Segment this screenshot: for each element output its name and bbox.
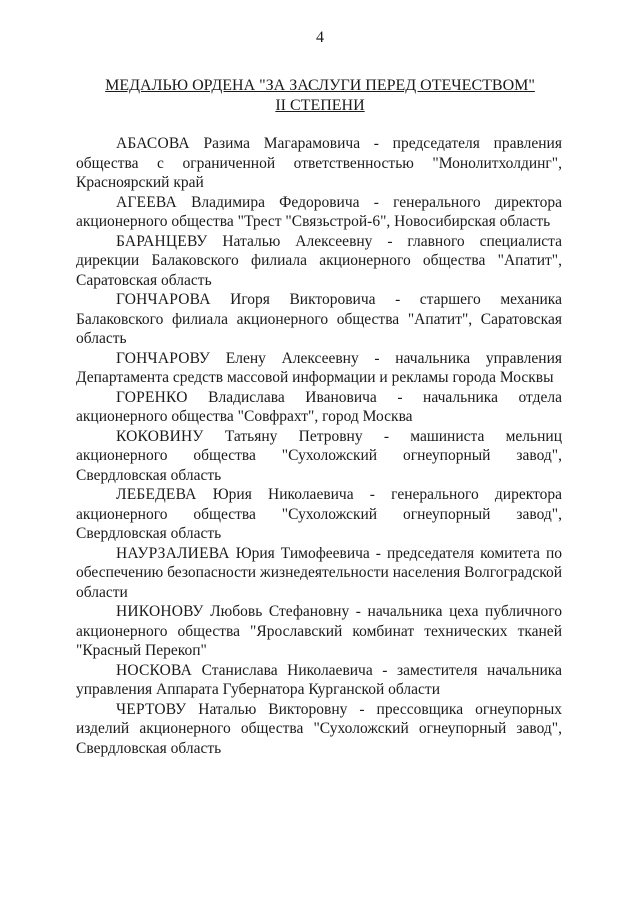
recipient-surname: ГОНЧАРОВУ [116, 349, 211, 367]
recipient-entry [76, 290, 562, 349]
recipient-entry [76, 388, 562, 427]
recipient-details: Наталью Алексеевну - главного специалиста дирекции Балаковского филиала акционерного общества "Апатит", Саратовская область [76, 232, 562, 289]
recipient-entry [76, 427, 562, 486]
recipient-details: Татьяну Петровну - машиниста мельниц акционерного общества "Сухоложский огнеупорный завод", Свердловская область [76, 427, 562, 484]
recipient-entry [76, 232, 562, 291]
recipient-surname: КОКОВИНУ [116, 427, 204, 445]
recipient-surname: НОСКОВА [116, 661, 193, 679]
recipient-surname: ЧЕРТОВУ [116, 700, 187, 718]
recipient-entry [76, 661, 562, 700]
page-number: 4 [316, 29, 324, 46]
recipient-details: Юрия Тимофеевича - председателя комитета по обеспечению безопасности жизнедеятельности населения Волгоградской области [76, 544, 562, 601]
recipient-details: Владимира Федоровича - генерального директора акционерного общества "Трест "Связьстрой-6", Новосибирская область [76, 193, 562, 230]
recipient-list [76, 134, 562, 758]
recipient-surname: ГОРЕНКО [116, 388, 188, 406]
recipient-details: Любовь Стефановну - начальника цеха публичного акционерного общества "Ярославский комбинат технических тканей "Красный Перекоп" [76, 603, 562, 659]
recipient-surname: ЛЕБЕДЕВА [116, 486, 197, 503]
recipient-entry [76, 349, 562, 388]
award-heading-line-2: II СТЕПЕНИ [275, 97, 365, 114]
recipient-surname: АГЕЕВА [116, 193, 177, 211]
recipient-details: Юрия Николаевича - генерального директора акционерного общества "Сухоложский огнеупорный завод", Свердловская область [76, 486, 562, 542]
recipient-details: Игоря Викторовича - старшего механика Балаковского филиала акционерного общества "Апатит", Саратовская область [76, 291, 562, 347]
recipient-entry [76, 134, 562, 193]
recipient-details: Владислава Ивановича - начальника отдела акционерного общества "Совфрахт", город Москва [76, 388, 562, 425]
recipient-surname: БАРАНЦЕВУ [116, 232, 208, 250]
recipient-entry [76, 602, 562, 661]
recipient-surname: НИКОНОВУ [116, 603, 204, 620]
recipient-entry [76, 193, 562, 232]
recipient-entry [76, 544, 562, 603]
recipient-details: Елену Алексеевну - начальника управления Департамента средств массовой информации и рекламы города Москвы [76, 349, 562, 386]
recipient-details: Разима Магарамовича - председателя правления общества с ограниченной ответственностью "Монолитхолдинг", Красноярский край [76, 135, 562, 191]
recipient-details: Наталью Викторовну - прессовщика огнеупорных изделий акционерного общества "Сухоложский огнеупорный завод", Свердловская область [76, 700, 562, 757]
recipient-entry [76, 485, 562, 544]
recipient-surname: АБАСОВА [116, 135, 190, 152]
recipient-surname: НАУРЗАЛИЕВА [116, 544, 230, 562]
award-heading-line-1: МЕДАЛЬЮ ОРДЕНА "ЗА ЗАСЛУГИ ПЕРЕД ОТЕЧЕСТВОМ" [105, 77, 535, 94]
recipient-entry [76, 700, 562, 759]
award-heading [0, 76, 640, 116]
recipient-surname: ГОНЧАРОВА [116, 291, 211, 308]
recipient-details: Станислава Николаевича - заместителя начальника управления Аппарата Губернатора Курганской области [76, 661, 562, 698]
